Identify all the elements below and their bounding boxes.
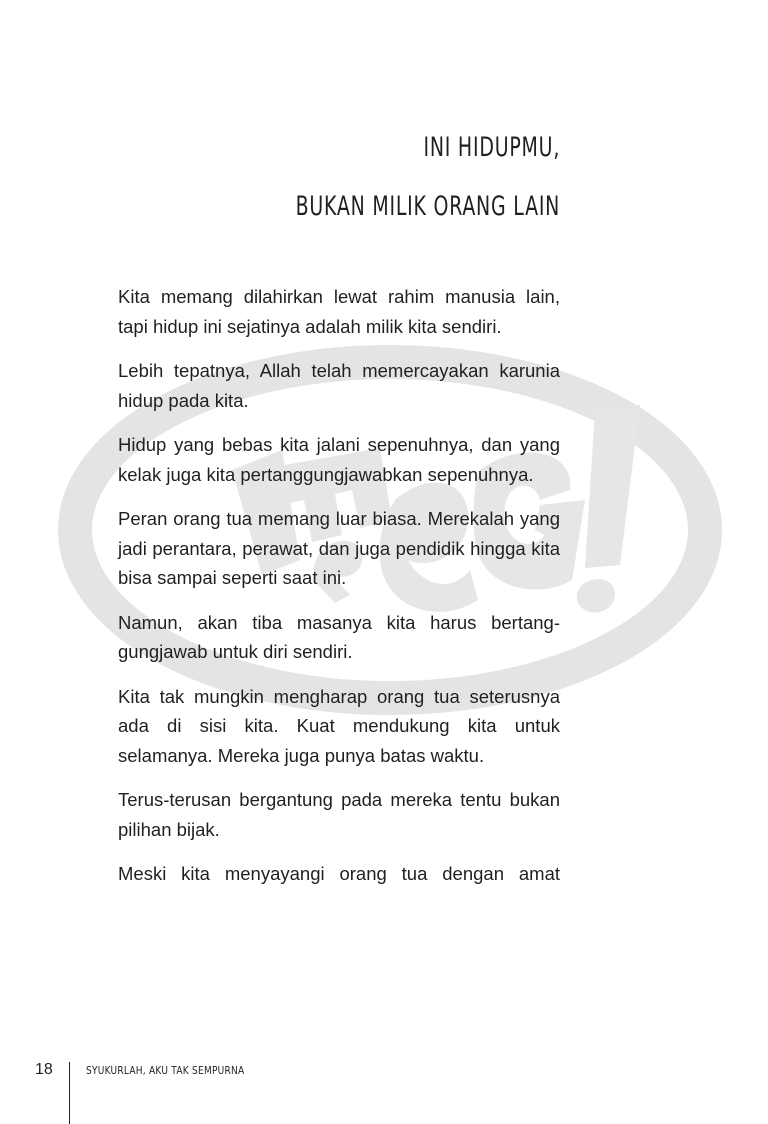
paragraph: Terus-terusan bergantung pada mereka tentu bukan pilihan bijak. [118,789,560,840]
paragraph: Meski kita menyayangi orang tua dengan amat [118,863,560,884]
page-number: 18 [35,1061,53,1078]
paragraph: Lebih tepatnya, Allah telah memercayakan karunia hidup pada kita. [118,360,560,411]
paragraph: Namun, akan tiba masanya kita harus bertanggungjawab untuk diri sendiri. [118,611,560,662]
running-footer-title: SYUKURLAH, AKU TAK SEMPURNA [86,1064,245,1077]
footer-divider [69,1062,70,1124]
heading-line-1: INI HIDUPMU, [423,132,560,163]
chapter-heading [295,118,560,236]
heading-line-2: BUKAN MILIK ORANG LAIN [295,191,560,222]
paragraph: Hidup yang bebas kita jalani sepenuhnya, dan yang kelak juga kita pertanggungjawabkan sepenuhnya. [118,434,560,485]
paragraph: Kita memang dilahirkan lewat rahim manusia lain, tapi hidup ini sejatinya adalah milik kita sendiri. [118,286,560,337]
body-text [118,282,560,904]
paragraph: Kita tak mungkin mengharap orang tua seterusnya ada di sisi kita. Kuat mendukung kita untuk selamanya. Mereka juga punya batas waktu. [118,685,560,766]
paragraph: Peran orang tua memang luar biasa. Merekalah yang jadi perantara, perawat, dan juga pendidik hingga kita bisa sampai seperti saat ini. [118,508,560,588]
